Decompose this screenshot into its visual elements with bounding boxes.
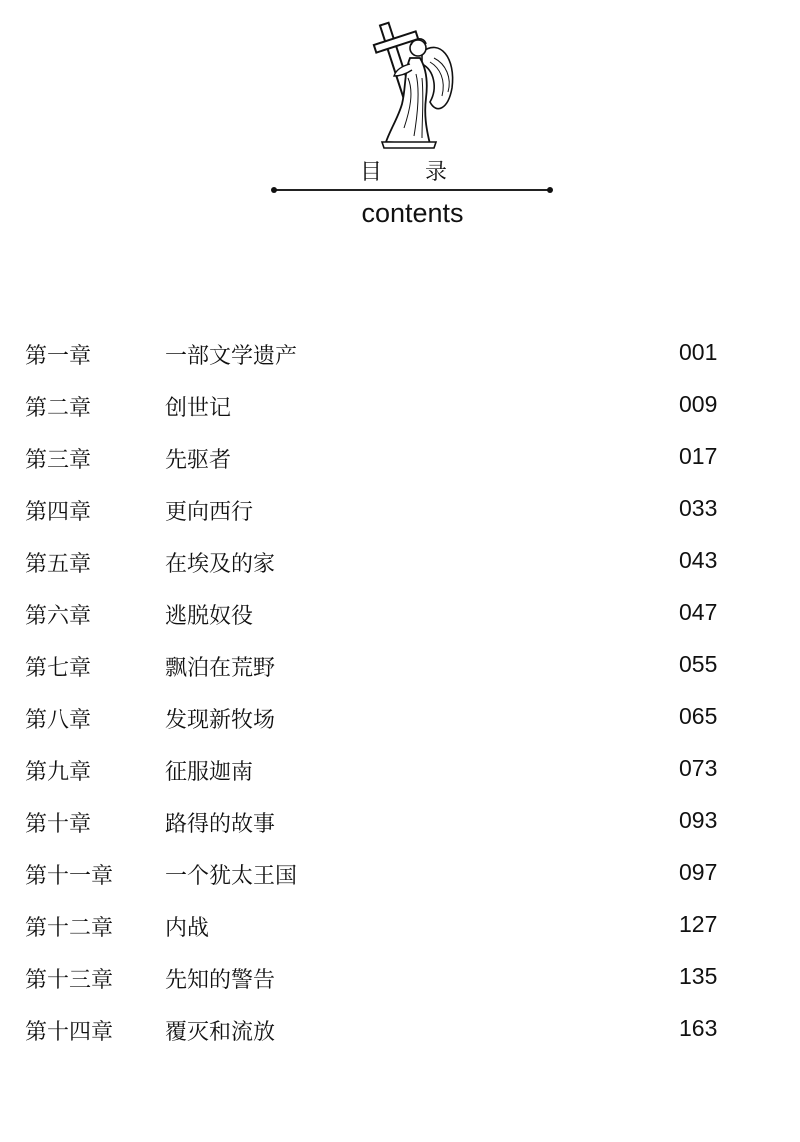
angel-with-cross-icon bbox=[360, 18, 460, 150]
chapter-number: 第八章 bbox=[25, 708, 92, 733]
chapter-page-number: 127 bbox=[679, 911, 718, 937]
chapter-page-number: 047 bbox=[679, 599, 718, 625]
chapter-page-number: 093 bbox=[679, 807, 718, 833]
chapter-page-number: 163 bbox=[679, 1015, 718, 1041]
chapter-page-number: 033 bbox=[679, 495, 718, 521]
chapter-number: 第十一章 bbox=[25, 864, 114, 889]
toc-row[interactable] bbox=[0, 381, 800, 433]
chapter-number: 第四章 bbox=[25, 500, 92, 525]
chapter-title: 飘泊在荒野 bbox=[165, 656, 276, 681]
toc-row[interactable] bbox=[0, 953, 800, 1005]
chapter-title: 路得的故事 bbox=[165, 812, 276, 837]
toc-row[interactable] bbox=[0, 537, 800, 589]
chapter-page-number: 135 bbox=[679, 963, 718, 989]
chapter-title: 创世记 bbox=[165, 396, 232, 421]
chapter-number: 第十三章 bbox=[25, 968, 114, 993]
toc-row[interactable] bbox=[0, 433, 800, 485]
page-title-chinese: 目 录 bbox=[360, 160, 465, 185]
chapter-page-number: 001 bbox=[679, 339, 718, 365]
chapter-page-number: 017 bbox=[679, 443, 718, 469]
chapter-title: 覆灭和流放 bbox=[165, 1020, 276, 1045]
chapter-page-number: 073 bbox=[679, 755, 718, 781]
toc-row[interactable] bbox=[0, 589, 800, 641]
toc-row[interactable] bbox=[0, 485, 800, 537]
chapter-title: 先驱者 bbox=[165, 448, 232, 473]
chapter-number: 第三章 bbox=[25, 448, 92, 473]
toc-row[interactable] bbox=[0, 901, 800, 953]
toc-row[interactable] bbox=[0, 1005, 800, 1057]
chapter-title: 一部文学遗产 bbox=[165, 344, 298, 369]
chapter-number: 第七章 bbox=[25, 656, 92, 681]
chapter-page-number: 055 bbox=[679, 651, 718, 677]
chapter-number: 第五章 bbox=[25, 552, 92, 577]
toc-row[interactable] bbox=[0, 693, 800, 745]
chapter-number: 第二章 bbox=[25, 396, 92, 421]
page-title-english: contents bbox=[361, 198, 464, 228]
divider-dot-right bbox=[547, 187, 553, 193]
chapter-title: 在埃及的家 bbox=[165, 552, 276, 577]
chapter-number: 第六章 bbox=[25, 604, 92, 629]
toc-row[interactable] bbox=[0, 745, 800, 797]
toc-row[interactable] bbox=[0, 329, 800, 381]
chapter-page-number: 009 bbox=[679, 391, 718, 417]
chapter-number: 第十章 bbox=[25, 812, 92, 837]
chapter-title: 更向西行 bbox=[165, 500, 254, 525]
chapter-page-number: 043 bbox=[679, 547, 718, 573]
chapter-title: 一个犹太王国 bbox=[165, 864, 298, 889]
title-divider bbox=[274, 189, 550, 191]
chapter-page-number: 097 bbox=[679, 859, 718, 885]
chapter-number: 第九章 bbox=[25, 760, 92, 785]
toc-row[interactable] bbox=[0, 849, 800, 901]
chapter-title: 逃脱奴役 bbox=[165, 604, 254, 629]
toc-row[interactable] bbox=[0, 641, 800, 693]
chapter-title: 征服迦南 bbox=[165, 760, 254, 785]
chapter-page-number: 065 bbox=[679, 703, 718, 729]
chapter-title: 发现新牧场 bbox=[165, 708, 276, 733]
chapter-number: 第一章 bbox=[25, 344, 92, 369]
toc-row[interactable] bbox=[0, 797, 800, 849]
divider-dot-left bbox=[271, 187, 277, 193]
chapter-title: 先知的警告 bbox=[165, 968, 276, 993]
chapter-title: 内战 bbox=[165, 916, 210, 941]
chapter-number: 第十四章 bbox=[25, 1020, 114, 1045]
chapter-number: 第十二章 bbox=[25, 916, 114, 941]
